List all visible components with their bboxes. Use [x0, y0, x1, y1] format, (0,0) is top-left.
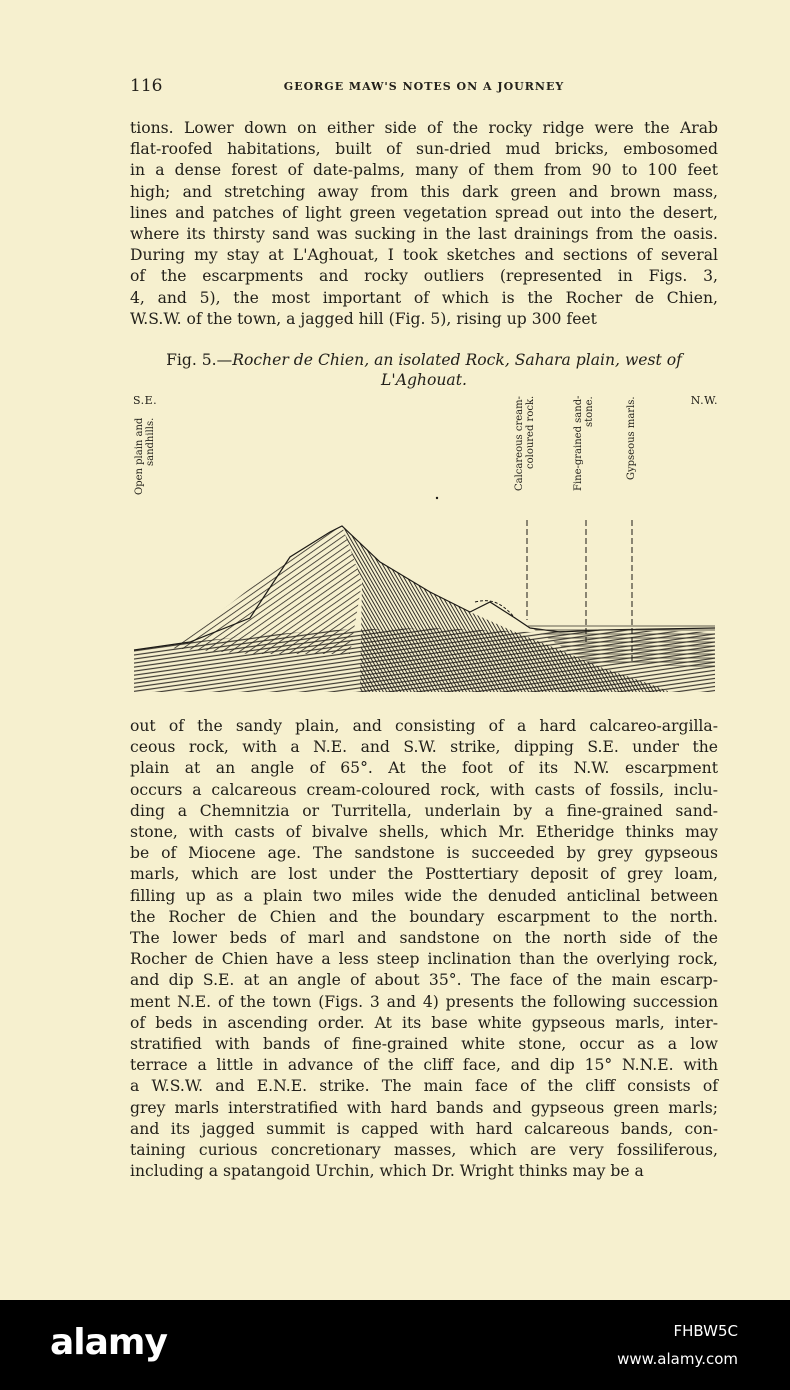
label-open-plain: Open plain and sandhills. — [134, 418, 156, 496]
hill-southeast-face — [170, 526, 362, 654]
text-line: out of the sandy plain, and consisting of a hard calcareo-argilla- — [130, 717, 718, 735]
direction-label-se: S.E. — [133, 394, 158, 407]
text-line: in a dense forest of date-palms, many of them from 90 to 100 feet — [130, 161, 718, 180]
text-line: ment N.E. of the town (Figs. 3 and 4) presents the following succession — [130, 992, 718, 1011]
page-number: 116 — [130, 76, 163, 96]
text-line: and its jagged summit is capped with hard calcareous bands, con- — [130, 1119, 718, 1138]
text-line: tions. Lower down on either side of the rocky ridge were the Arab — [130, 119, 718, 137]
caption-title: Rocher de Chien, an isolated Rock, Sahara plain, west of — [232, 351, 682, 369]
text-line: The lower beds of marl and sandstone on the north side of the — [130, 929, 718, 948]
text-line: taining curious concretionary masses, which are very fossiliferous, — [130, 1141, 718, 1160]
text-line: be of Miocene age. The sandstone is succeeded by grey gypseous — [130, 844, 718, 863]
text-line: lines and patches of light green vegetation spread out into the desert, — [130, 203, 718, 222]
caption-prefix: Fig. 5.— — [166, 351, 233, 369]
text-line: a W.S.W. and E.N.E. strike. The main face of the cliff consists of — [130, 1077, 718, 1096]
text-line: plain at an angle of 65°. At the foot of its N.W. escarpment — [130, 759, 718, 778]
text-line: stone, with casts of bivalve shells, which Mr. Etheridge thinks may — [130, 823, 718, 842]
direction-label-nw: N.W. — [690, 394, 718, 407]
paragraph-after-figure — [130, 716, 718, 1182]
text-line: stratified with bands of fine-grained white stone, occur as a low — [130, 1035, 718, 1054]
running-head: GEORGE MAW'S NOTES ON A JOURNEY — [283, 80, 565, 93]
text-line: the Rocher de Chien and the boundary escarpment to the north. — [130, 907, 718, 926]
text-line: ding a Chemnitzia or Turritella, underlain by a fine-grained sand- — [130, 801, 718, 820]
text-line: occurs a calcareous cream-coloured rock, with casts of fossils, inclu- — [130, 780, 718, 799]
text-line: of beds in ascending order. At its base white gypseous marls, inter- — [130, 1013, 718, 1032]
site-url: www.alamy.com — [617, 1350, 738, 1368]
text-line: grey marls interstratified with hard bands and gypseous green marls; — [130, 1098, 718, 1117]
paragraph-before-figure — [130, 118, 718, 330]
small-dot — [436, 497, 438, 499]
watermark-footer — [0, 1300, 790, 1390]
label-calcareous-rock: Calcareous cream- coloured rock. — [514, 396, 536, 491]
text-line: W.S.W. of the town, a jagged hill (Fig. 5), rising up 300 feet — [130, 309, 597, 328]
text-line: of the escarpments and rocky outliers (represented in Figs. 3, — [130, 267, 718, 286]
text-line: 4, and 5), the most important of which is the Rocher de Chien, — [130, 288, 718, 307]
caption-title-cont: L'Aghouat. — [381, 371, 467, 389]
text-line: marls, which are lost under the Posttertiary deposit of grey loam, — [130, 865, 718, 884]
text-line: filling up as a plain two miles wide the denuded anticlinal between — [130, 886, 718, 905]
page-header — [130, 76, 718, 100]
text-line: including a spatangoid Urchin, which Dr. Wright thinks may be a — [130, 1162, 644, 1181]
text-line: and dip S.E. at an angle of about 35°. The face of the main escarp- — [130, 971, 718, 990]
figure-caption — [130, 350, 718, 390]
image-id: FHBW5C — [673, 1322, 738, 1340]
text-line: Rocher de Chien have a less steep inclination than the overlying rock, — [130, 950, 718, 969]
brand-logo: alamy — [50, 1322, 167, 1363]
text-line: flat-roofed habitations, built of sun-dried mud bricks, embosomed — [130, 140, 718, 159]
text-line: terrace a little in advance of the cliff face, and dip 15° N.N.E. with — [130, 1056, 718, 1075]
text-line: ceous rock, with a N.E. and S.W. strike, dipping S.E. under the — [130, 738, 718, 757]
dip-line — [475, 601, 515, 618]
text-line: During my stay at L'Aghouat, I took sketches and sections of several — [130, 246, 718, 265]
label-fine-sandstone: Fine-grained sand- stone. — [573, 396, 595, 492]
geological-section-figure — [130, 392, 720, 710]
label-gypseous-marls: Gypseous marls. — [626, 396, 637, 480]
text-line: high; and stretching away from this dark green and brown mass, — [130, 182, 718, 201]
text-line: where its thirsty sand was sucking in the last drainings from the oasis. — [130, 225, 718, 244]
